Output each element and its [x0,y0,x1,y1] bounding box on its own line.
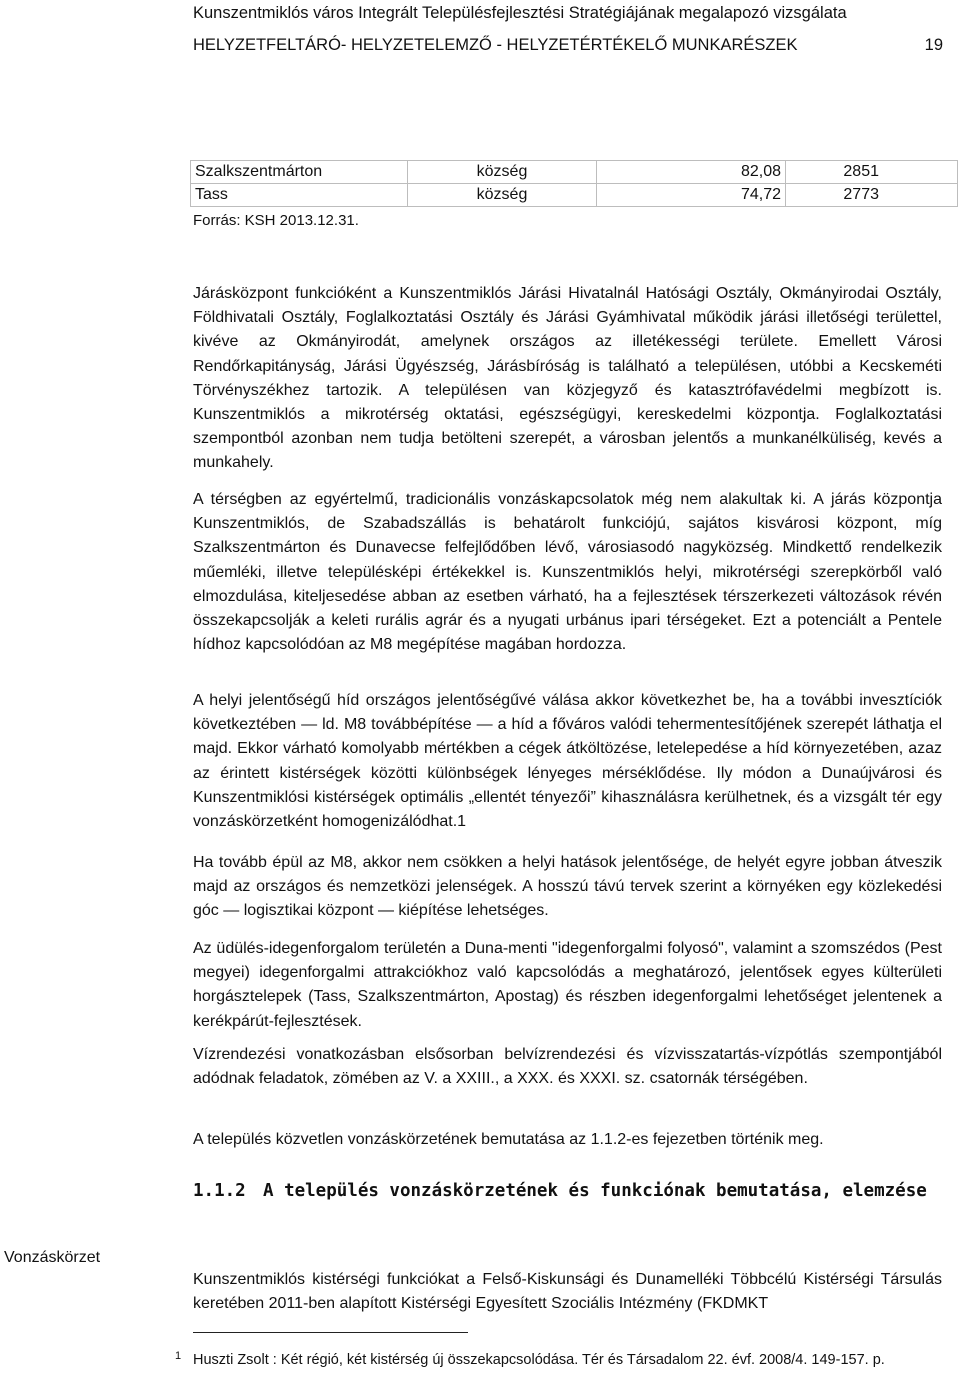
settlement-name: Szalkszentmárton [191,161,408,184]
settlement-area: 74,72 [597,184,786,207]
paragraph-text: Kunszentmiklós kistérségi funkciókat a Felső-Kiskunsági és Dunamelléki Többcélú Kistérségi Társulás keretében 2011-ben alapított Kistérségi Egyesített Szociális Intézmény (FKDMKT [193,1271,942,1313]
body-paragraph [193,937,942,1034]
section-paragraph [193,1268,942,1316]
section-title: A település vonzáskörzetének és funkciónak bemutatása, elemzése [263,1181,927,1201]
settlement-table [190,160,958,207]
footnote-mark: 1 [175,1350,182,1362]
paragraph-text: Járásközpont funkcióként a Kunszentmiklós Járási Hivatalnál Hatósági Osztály, Okmányirodai Osztály, Földhivatali Osztály, Foglalkoztatási Osztály és Járási Gyámhivatal működik járási illetőségi területtel, kivéve az Okmányirodát, amelynek országos az illetékességi területe. Emellett Városi Rendőrkapitányság, Járási Ügyészség, Járásbíróság is található a településen, utóbbi a Kecskeméti Törvényszékhez tartozik. A településen van közjegyző és katasztrófavédelmi megbízott is. Kunszentmiklós a mikrotérség oktatási, egészségügyi, kereskedelmi központja. Foglalkoztatási szempontból azonban nem tudja betölteni szerepét, a városban jelentős a munkanélküliség, kevés a munkahely. [193,285,942,472]
document-title: Kunszentmiklós város Integrált Településfejlesztési Stratégiájának megalapozó vizsgálata [193,4,847,22]
body-paragraph [193,1128,942,1152]
settlement-population: 2851 [786,161,958,184]
margin-note: Vonzáskörzet [4,1249,101,1266]
settlement-population: 2773 [786,184,958,207]
body-paragraph [193,851,942,924]
section-heading [193,1178,942,1205]
table-source: Forrás: KSH 2013.12.31. [193,212,359,229]
paragraph-text: A település közvetlen vonzáskörzetének bemutatása az 1.1.2-es fejezetben történik meg. [193,1131,824,1148]
paragraph-text: A térségben az egyértelmű, tradicionális vonzáskapcsolatok még nem alakultak ki. A járás központja Kunszentmiklós, de Szabadszállás is behatárolt funkciójú, sajátos kisvárosi központ, míg Szalkszentmárton és Dunavecse felfejlődőben lévő, városiasodó nagyközség. Mindkettő rendelkezik műemléki, illetve településképi értékekkel is. Kunszentmiklós helyi, mikrotérségi szerepkörből való elmozdulása, kiteljesedése abban az esetben várható, ha a fejlesztések térszerkezeti változások révén összekapcsolják a keleti rurális agrár és a nyugati urbánus ipari térségeket. Ezt a potenciált a Pentele hídhoz kapcsolódóan az M8 megépítése magában hordozza. [193,491,942,654]
document-subtitle: HELYZETFELTÁRÓ- HELYZETELEMZŐ - HELYZETÉRTÉKELŐ MUNKARÉSZEK [193,36,798,54]
settlement-area: 82,08 [597,161,786,184]
body-paragraph [193,282,942,476]
document-subtitle-row [193,36,943,55]
footnote [175,1350,918,1370]
table-row [191,161,958,184]
body-paragraph [193,488,942,657]
section-number: 1.1.2 [193,1181,246,1201]
settlement-name: Tass [191,184,408,207]
footnote-divider [193,1332,468,1333]
table-row [191,184,958,207]
paragraph-text: Vízrendezési vonatkozásban elsősorban belvízrendezési és vízvisszatartás-vízpótlás szempontjából adódnak feladatok, zömében az V. a XXIII., a XXX. és XXXI. sz. csatornák térségében. [193,1046,942,1088]
body-paragraph [193,1043,942,1091]
paragraph-text: Az üdülés-idegenforgalom területén a Duna-menti "idegenforgalmi folyosó", valamint a szomszédos (Pest megyei) idegenforgalmi attrakciókhoz való kapcsolódás a meghatározó, jelentősek egyes külterületi horgásztelepek (Tass, Szalkszentmárton, Apostag) és részben idegenforgalmi lehetőséget jelentenek a kerékpárút-fejlesztések. [193,940,942,1030]
settlement-type: község [408,184,597,207]
footnote-text: Huszti Zsolt : Két régió, két kistérség új összekapcsolódása. Tér és Társadalom 22. évf. 2008/4. 149-157. p. [193,1352,885,1368]
settlement-type: község [408,161,597,184]
paragraph-text: A helyi jelentőségű híd országos jelentőségűvé válása akkor következhet be, ha a további invesztíciók következtében — ld. M8 továbbépítése — a híd a főváros valódi tehermentesítőjének szerepét láthatja el majd. Ekkor várható komolyabb mértékben a cégek átköltözése, letelepedése a híd környezetében, azaz az érintett kistérségek közötti különbségek lényeges mérséklődése. Ily módon a Dunaújvárosi és Kunszentmiklósi kistérségek optimális „ellentét tényezői” kihasználásra kerülhetnek, és a vizsgált tér egy vonzáskörzetként homogenizálódhat.1 [193,692,942,831]
body-paragraph [193,689,942,834]
page-number: 19 [924,36,943,54]
paragraph-text: Ha tovább épül az M8, akkor nem csökken a helyi hatások jelentősége, de helyét egyre jobban átveszik majd az országos és nemzetközi jelenségek. A hosszú távú tervek szerint a környéken egy közlekedési góc — logisztikai központ — kiépítése lehetséges. [193,854,942,920]
